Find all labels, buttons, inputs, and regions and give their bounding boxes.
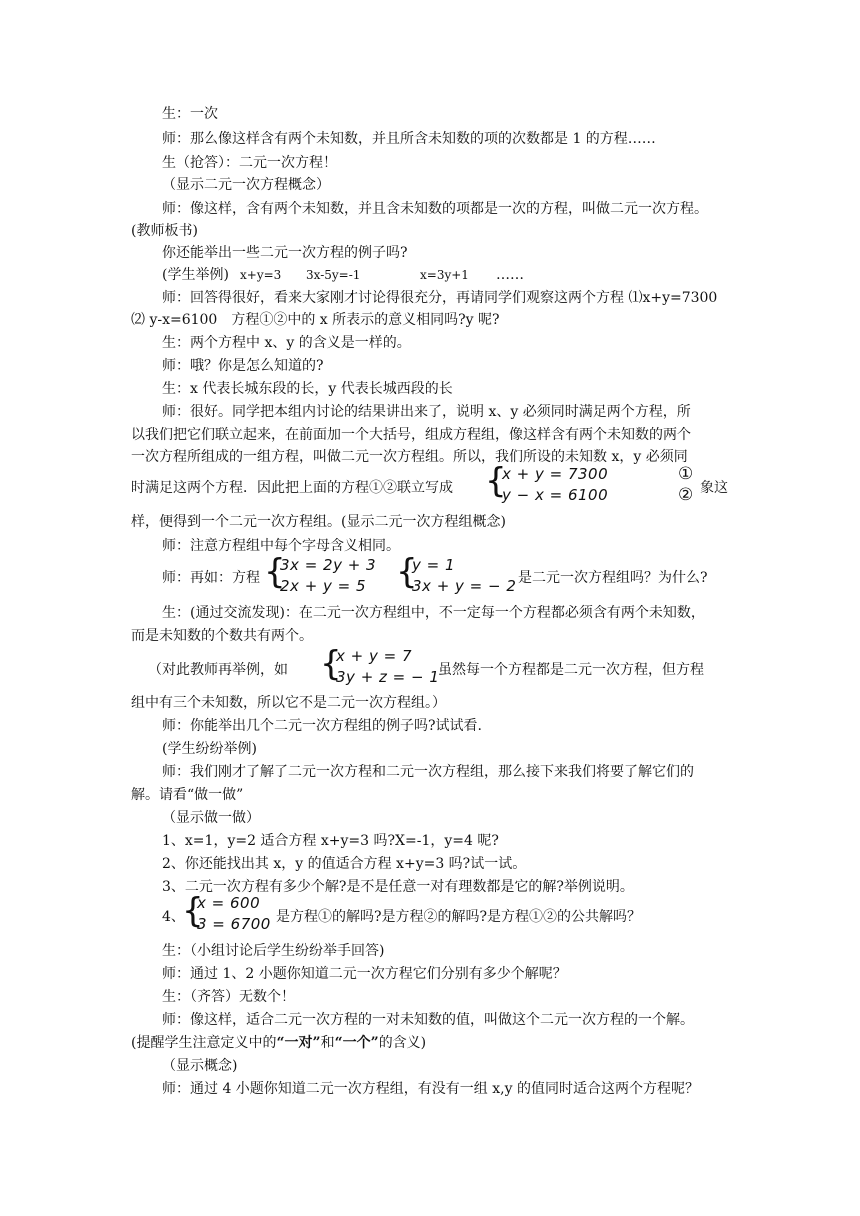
text-line: 你还能举出一些二元一次方程的例子吗? (162, 245, 408, 261)
brace-icon: { (182, 891, 204, 931)
text-line: 象这 (700, 480, 728, 496)
text-line: 以我们把它们联立起来，在前面加一个大括号，组成方程组，像这样含有两个未知数的两个 (131, 427, 691, 443)
text-line: （显示做一做） (162, 810, 260, 826)
brace-icon: { (264, 552, 286, 592)
equation: x + y = 7300 (502, 465, 609, 483)
text-line: 师：很好。同学把本组内讨论的结果讲出来了，说明 x、y 必须同时满足两个方程，所 (162, 404, 691, 420)
circled-number-1: ① (678, 464, 694, 484)
text-line: 师：回答得很好，看来大家刚才讨论得很充分，再请同学们观察这两个方程 ⑴x+y=7300 (162, 290, 718, 306)
text-line: 师：通过 1、2 小题你知道二元一次方程它们分别有多少个解呢？ (162, 966, 567, 982)
text-line: 师：通过 4 小题你知道二元一次方程组，有没有一组 x,y 的值同时适合这两个方程呢？ (162, 1081, 699, 1097)
equation: 2x + y = 5 (280, 577, 367, 595)
equation: y = 1 (412, 556, 456, 574)
text-line: 样，便得到一个二元一次方程组。(显示二元一次方程组概念) (131, 514, 506, 530)
text-line: 时满足这两个方程．因此把上面的方程①②联立写成 (131, 480, 453, 496)
text-line: （显示概念) (162, 1058, 238, 1074)
text-line: 师：再如：方程 (162, 570, 260, 586)
text-line: (学生纷纷举例) (162, 741, 257, 757)
text-line: 生：两个方程中 x、y 的含义是一样的。 (162, 335, 411, 351)
text-line: （显示二元一次方程概念） (162, 177, 330, 193)
equation: 3x = 2y + 3 (280, 556, 377, 574)
text-line: 生：x 代表长城东段的长，y 代表长城西段的长 (162, 381, 453, 397)
text-line: 3、二元一次方程有多少个解?是不是任意一对有理数都是它的解?举例说明。 (162, 879, 634, 895)
text-line: 是二元一次方程组吗？为什么? (518, 570, 708, 586)
text-line: 师：那么像这样含有两个未知数，并且所含未知数的项的次数都是 1 的方程…… (162, 131, 656, 147)
text-line: 组中有三个未知数，所以它不是二元一次方程组。） (131, 695, 446, 711)
text-line: ⑵ y-x=6100 方程①②中的 x 所表示的意义相同吗?y 呢? (131, 312, 500, 328)
text-span: 和 (320, 1035, 335, 1051)
brace-icon: { (485, 461, 507, 501)
text-line: 一次方程所组成的一组方程，叫做二元一次方程组。所以，我们所设的未知数 x，y 必须同 (131, 449, 688, 465)
text-line: 师：像这样，适合二元一次方程的一对未知数的值，叫做这个二元一次方程的一个解。 (162, 1012, 694, 1028)
equation: y − x = 6100 (502, 486, 609, 504)
text-line (131, 1033, 426, 1053)
text-span: (提醒学生注意定义中的 (131, 1035, 277, 1051)
text-line: 生：（齐答）无数个！ (162, 989, 295, 1005)
ellipsis: …… (496, 267, 524, 283)
emphasis-text: “一个” (334, 1035, 379, 1051)
example-equation: x+y=3 (240, 268, 282, 282)
text-line: (教师板书) (131, 223, 198, 239)
text-line: 2、你还能找出其 x，y 的值适合方程 x+y=3 吗?试一试。 (162, 856, 527, 872)
equation: 3 = 6700 (197, 915, 271, 933)
text-line: 4、 (162, 909, 185, 925)
equation: x + y = 7 (336, 647, 413, 665)
text-line: 而是未知数的个数共有两个。 (131, 628, 313, 644)
text-line: 1、x=1，y=2 适合方程 x+y=3 吗?X=-1，y=4 呢? (162, 833, 499, 849)
text-line: 师：哦？你是怎么知道的? (162, 358, 324, 374)
emphasis-text: “一对” (276, 1035, 321, 1051)
text-line: （对此教师再举例，如 (148, 662, 288, 678)
text-line: 是方程①的解吗?是方程②的解吗?是方程①②的公共解吗？ (276, 909, 642, 925)
brace-icon: { (320, 644, 342, 684)
equation: 3y + z = − 1 (336, 668, 440, 686)
text-line: 师：注意方程组中每个字母含义相同。 (162, 538, 400, 554)
circled-number-2: ② (678, 485, 694, 505)
text-line: 师：我们刚才了解了二元一次方程和二元一次方程组，那么接下来我们将要了解它们的 (162, 764, 694, 780)
text-span: 的含义) (378, 1035, 427, 1051)
text-line: 生（抢答）：二元一次方程！ (162, 155, 337, 171)
example-equation: 3x-5y=-1 (306, 268, 361, 282)
text-line: (学生举例) (162, 267, 229, 283)
text-line: 生：（小组讨论后学生纷纷举手回答) (162, 943, 385, 959)
text-line: 虽然每一个方程都是二元一次方程，但方程 (438, 662, 704, 678)
equation: x = 600 (197, 894, 261, 912)
text-line: 生：(通过交流发现)：在二元一次方程组中，不一定每一个方程都必须含有两个未知数， (162, 605, 705, 621)
example-equation: x=3y+1 (420, 268, 469, 282)
brace-icon: { (396, 552, 418, 592)
text-line: 师：你能举出几个二元一次方程组的例子吗?试试看. (162, 718, 482, 734)
text-line: 师：像这样，含有两个未知数，并且含未知数的项都是一次的方程，叫做二元一次方程。 (162, 201, 708, 217)
equation: 3x + y = − 2 (412, 577, 517, 595)
text-line: 解。请看“做一做” (131, 787, 244, 803)
text-line: 生：一次 (162, 106, 218, 122)
